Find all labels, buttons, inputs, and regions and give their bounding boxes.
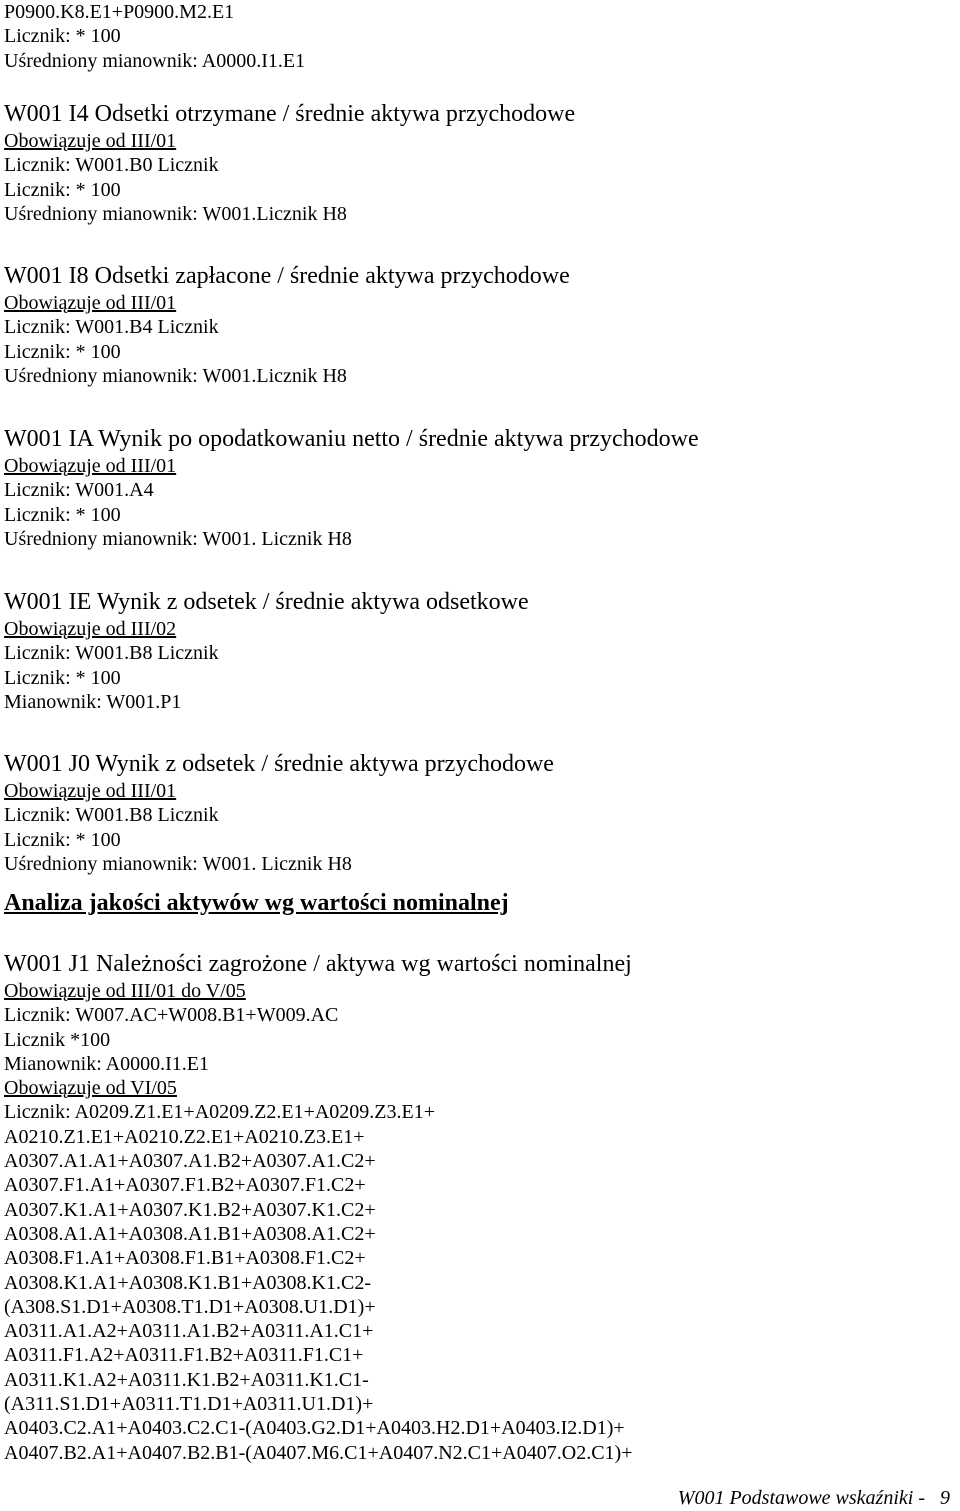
- section-line: Licznik: W007.AC+W008.B1+W009.AC: [4, 1004, 339, 1027]
- formula-line: A0307.A1.A1+A0307.A1.B2+A0307.A1.C2+: [4, 1150, 376, 1173]
- intro-line: Uśredniony mianownik: A0000.I1.E1: [4, 49, 306, 72]
- section-title: W001 J0 Wynik z odsetek / średnie aktywa przychodowe: [4, 751, 554, 777]
- section-line: Licznik: W001.B4 Licznik: [4, 316, 219, 339]
- formula-line: A0407.B2.A1+A0407.B2.B1-(A0407.M6.C1+A0407.N2.C1+A0407.O2.C1)+: [4, 1441, 633, 1464]
- indicator-section-i4: [4, 99, 575, 226]
- intro-block: [4, 0, 305, 73]
- valid-from: Obowiązuje od III/01: [4, 780, 177, 802]
- footer-title: W001 Podstawowe wskaźniki -: [677, 1487, 925, 1509]
- section-line: Uśredniony mianownik: W001.Licznik H8: [4, 202, 347, 225]
- valid-from: Obowiązuje od III/01: [4, 130, 177, 152]
- section-line: Licznik: * 100: [4, 828, 121, 851]
- section-title: W001 IA Wynik po opodatkowaniu netto / średnie aktywa przychodowe: [4, 426, 699, 452]
- section-line: Licznik: W001.B0 Licznik: [4, 154, 219, 177]
- formula-line: (A311.S1.D1+A0311.T1.D1+A0311.U1.D1)+: [4, 1393, 374, 1416]
- section-title: W001 I4 Odsetki otrzymane / średnie aktywa przychodowe: [4, 101, 576, 127]
- valid-from: Obowiązuje od III/01: [4, 455, 177, 477]
- section-line: Uśredniony mianownik: W001.Licznik H8: [4, 364, 347, 387]
- formula-line: A0308.K1.A1+A0308.K1.B1+A0308.K1.C2-: [4, 1271, 372, 1294]
- formula-line: A0308.A1.A1+A0308.A1.B1+A0308.A1.C2+: [4, 1222, 376, 1245]
- indicator-section-ie: [4, 587, 529, 714]
- formula-line: A0311.K1.A2+A0311.K1.B2+A0311.K1.C1-: [4, 1368, 369, 1391]
- section-title: W001 I8 Odsetki zapłacone / średnie aktywa przychodowe: [4, 263, 570, 289]
- indicator-section-ia: [4, 424, 699, 551]
- section-title: W001 IE Wynik z odsetek / średnie aktywa odsetkowe: [4, 589, 529, 615]
- section-line: Licznik: * 100: [4, 666, 121, 689]
- formula-line: A0311.F1.A2+A0311.F1.B2+A0311.F1.C1+: [4, 1344, 364, 1367]
- valid-from: Obowiązuje od III/02: [4, 618, 177, 640]
- section-line: Licznik: * 100: [4, 503, 121, 526]
- analysis-heading: Analiza jakości aktywów wg wartości nominalnej: [4, 890, 509, 916]
- formula-line: (A308.S1.D1+A0308.T1.D1+A0308.U1.D1)+: [4, 1295, 376, 1318]
- section-line: Licznik *100: [4, 1028, 111, 1051]
- formula-line: A0210.Z1.E1+A0210.Z2.E1+A0210.Z3.E1+: [4, 1125, 365, 1148]
- section-line: Uśredniony mianownik: W001. Licznik H8: [4, 527, 352, 550]
- indicator-section-j0: [4, 749, 554, 876]
- formula-line: A0308.F1.A1+A0308.F1.B1+A0308.F1.C2+: [4, 1247, 366, 1270]
- section-line: Uśredniony mianownik: W001. Licznik H8: [4, 852, 352, 875]
- section-line: Licznik: * 100: [4, 340, 121, 363]
- valid-period: Obowiązuje od VI/05: [4, 1077, 177, 1100]
- formula-line: A0307.F1.A1+A0307.F1.B2+A0307.F1.C2+: [4, 1174, 366, 1197]
- page-footer: [678, 1487, 950, 1510]
- section-line: Mianownik: W001.P1: [4, 690, 182, 713]
- section-line: Mianownik: A0000.I1.E1: [4, 1052, 209, 1075]
- intro-line: Licznik: * 100: [4, 25, 121, 48]
- indicator-section-j1: [4, 949, 632, 1465]
- valid-period: Obowiązuje od III/01 do V/05: [4, 980, 246, 1002]
- formula-line: A0403.C2.A1+A0403.C2.C1-(A0403.G2.D1+A0403.H2.D1+A0403.I2.D1)+: [4, 1417, 625, 1440]
- intro-line: P0900.K8.E1+P0900.M2.E1: [4, 1, 235, 23]
- page-number: 9: [940, 1487, 950, 1509]
- section-title: W001 J1 Należności zagrożone / aktywa wg wartości nominalnej: [4, 951, 632, 977]
- formula-line: Licznik: A0209.Z1.E1+A0209.Z2.E1+A0209.Z3.E1+: [4, 1101, 436, 1124]
- section-line: Licznik: W001.B8 Licznik: [4, 804, 219, 827]
- section-line: Licznik: W001.A4: [4, 479, 154, 502]
- formula-line: A0311.A1.A2+A0311.A1.B2+A0311.A1.C1+: [4, 1320, 374, 1343]
- valid-from: Obowiązuje od III/01: [4, 292, 177, 314]
- section-line: Licznik: * 100: [4, 178, 121, 201]
- formula-line: A0307.K1.A1+A0307.K1.B2+A0307.K1.C2+: [4, 1198, 376, 1221]
- section-line: Licznik: W001.B8 Licznik: [4, 642, 219, 665]
- indicator-section-i8: [4, 261, 570, 388]
